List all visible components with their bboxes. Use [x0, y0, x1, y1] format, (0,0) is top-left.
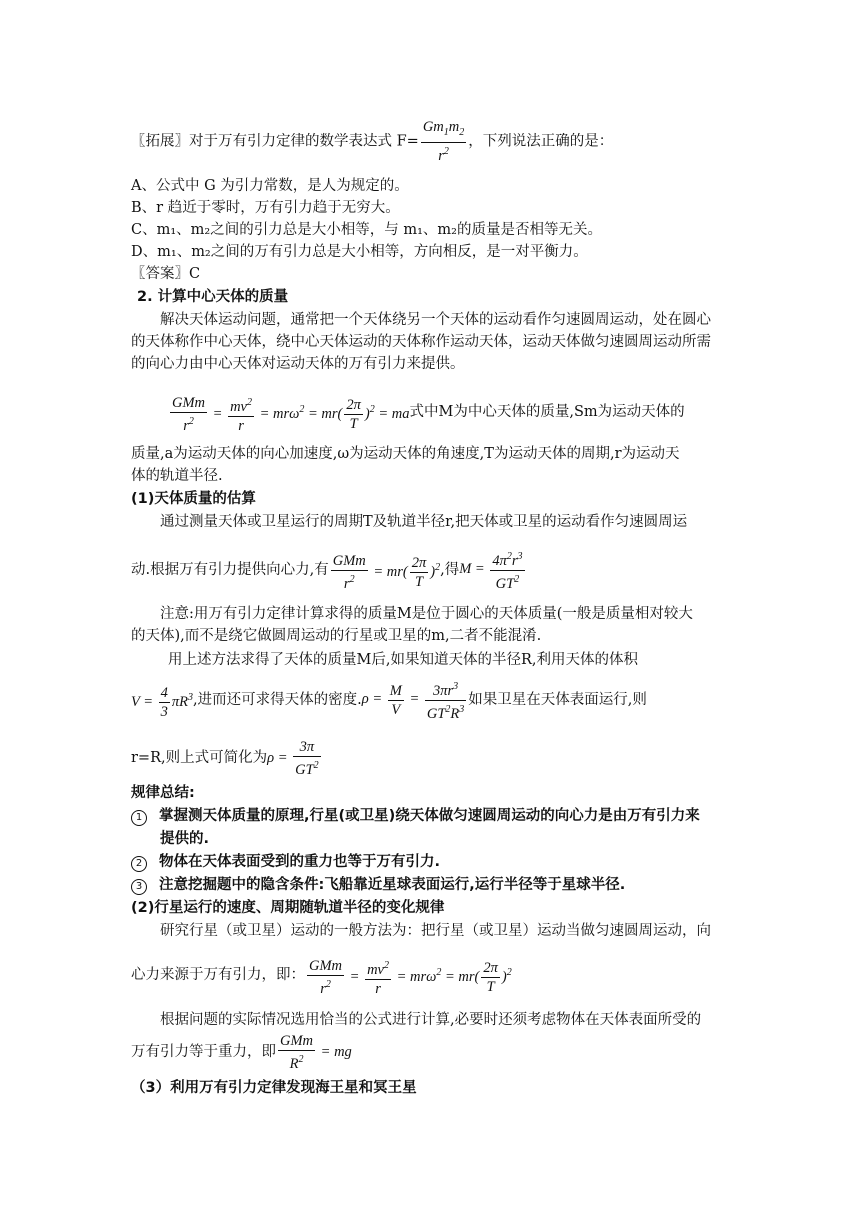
summary-item-2: 2 物体在天体表面受到的重力也等于万有引力. — [131, 852, 440, 872]
summary-item-3: 3 注意挖掘题中的隐含条件:飞船靠近星球表面运行,运行半径等于星球半径. — [131, 875, 625, 895]
eq1-continued-2: 体的轨道半径. — [131, 468, 223, 484]
section-2-title: 2. 计算中心天体的质量 — [137, 289, 289, 305]
s2-para-line-2: 的天体称作中心天体，绕中心天体运动的天体称作运动天体，运动天体做匀速圆周运动所需 — [131, 334, 711, 350]
option-a: A、公式中 G 为引力常数，是人为规定的。 — [131, 178, 409, 194]
note-line-2: 的天体),而不是绕它做圆周运动的行星或卫星的m,二者不能混淆. — [131, 628, 542, 644]
s2-1-para-line-1: 通过测量天体或卫星运行的周期T及轨道半径r,把天体或卫星的运动看作匀速圆周运 — [160, 514, 688, 530]
extension-question — [131, 118, 613, 165]
s2-para-line-3: 的向心力由中心天体对运动天体的万有引力来提供。 — [131, 356, 465, 372]
s2-2-para-line-1: 研究行星（或卫星）运动的一般方法为：把行星（或卫星）运动当做匀速圆周运动，向 — [160, 923, 711, 939]
s2-para-line-1: 解决天体运动问题，通常把一个天体绕另一个天体的运动看作匀速圆周运动，处在圆心 — [160, 312, 711, 328]
s2-2-para-line-4: 万有引力等于重力，即 GMm $R^2$ = mg — [131, 1033, 352, 1073]
summary-item-1: 1 掌握测天体质量的原理,行星(或卫星)绕天体做匀速圆周运动的向心力是由万有引力来 — [131, 806, 700, 826]
option-d: D、m₁、m₂之间的万有引力总是大小相等，方向相反，是一对平衡力。 — [131, 244, 588, 260]
formula-gravity: $\frac{Gm_1m_2}{r^2}$ — [422, 119, 465, 164]
note-line-1: 注意:用万有引力定律计算求得的质量M是位于圆心的天体质量(一般是质量相对较大 — [160, 606, 693, 622]
subsection-3-title: （3）利用万有引力定律发现海王星和冥王星 — [131, 1080, 417, 1096]
subsection-2-title: (2)行星运行的速度、周期随轨道半径的变化规律 — [131, 900, 445, 916]
eq1-tail: 式中M为中心天体的质量,Sm为运动天体的 — [409, 403, 685, 420]
extension-lead: 〖拓展〗对于万有引力定律的数学表达式 F= — [131, 133, 419, 150]
eq1-continued-1: 质量,a为运动天体的向心加速度,ω为运动天体的角速度,T为运动天体的周期,r为运动天 — [131, 446, 680, 462]
option-b: B、r 趋近于零时，万有引力趋于无穷大。 — [131, 200, 400, 216]
s2-2-para-line-3: 根据问题的实际情况选用恰当的公式进行计算,必要时还须考虑物体在天体表面所受的 — [160, 1012, 702, 1028]
density-line-1: 用上述方法求得了天体的质量M后,如果知道天体的半径R,利用天体的体积 — [168, 652, 638, 668]
extension-tail: ，下列说法正确的是： — [468, 133, 614, 150]
answer: 〖答案〗C — [131, 266, 201, 282]
summary-title: 规律总结: — [131, 785, 195, 801]
density-line-2: V = $\frac{4}{3}$ $\pi R^3$,进而还可求得天体的密度.ρ = $\frac{M}{V}$ = $\frac{3\pi r^3}{GT^2R^3}$ 如果卫星在天体表面运行,则 — [131, 676, 647, 724]
option-c: C、m₁、m₂之间的引力总是大小相等，与 m₁、m₂的质量是否相等无关。 — [131, 222, 602, 238]
density-line-3: r=R,则上式可简化为ρ = $\frac{3\pi}{GT^2}$ — [131, 739, 319, 779]
s2-1-para-line-2: 动.根据万有引力提供向心力,有 GMm $r^2$ = mr( $\frac{2\pi}{T}$ )$^2$,得M = $\frac{4\pi^2r^3}{GT^2}$ — [131, 546, 527, 594]
subsection-1-title: (1)天体质量的估算 — [131, 491, 256, 507]
summary-item-1-cont: 提供的. — [160, 831, 210, 847]
equation-central-force: GMm $r^2$ = $\frac{mv^2}{r}$ = mrω$^2$ = mr( $\frac{2\pi}{T}$ )$^2$ = ma式中M为中心天体的质量,Sm为运动天体的 — [172, 395, 685, 434]
s2-2-para-line-2: 心力来源于万有引力，即： GMm $r^2$ = $\frac{mv^2}{r}$ = mrω$^2$ = mr( $\frac{2\pi}{T}$ )$^2$ — [131, 958, 512, 997]
